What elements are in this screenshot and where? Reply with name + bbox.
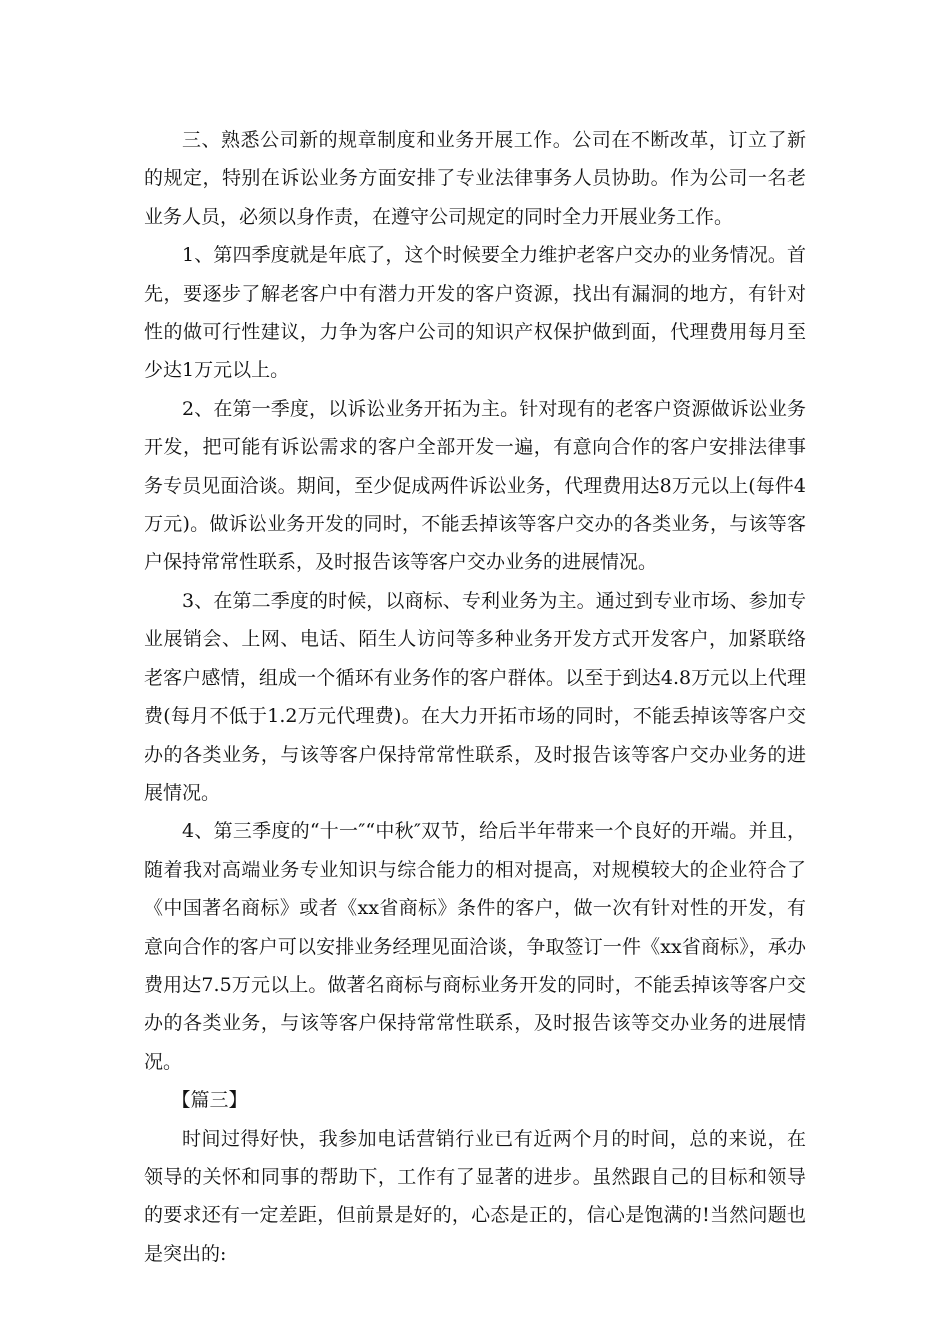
paragraph-q2-plan: 3、在第二季度的时候，以商标、专利业务为主。通过到专业市场、参加专业展销会、上网、电话、陌生人访问等多种业务开发方式开发客户，加紧联络老客户感情，组成一个循环有业务作的客户群体。以至于到达4.8万元以上代理费(每月不低于1.2万元代理费)。在大力开拓市场的同时，不能丢掉该等客户交办的各类业务，与该等客户保持常常性联系，及时报告该等客户交办业务的进展情况。 (144, 589, 806, 804)
paragraph-rules-and-business: 三、熟悉公司新的规章制度和业务开展工作。公司在不断改革，订立了新的规定，特别在诉讼业务方面安排了专业法律事务人员协助。作为公司一名老业务人员，必须以身作责，在遵守公司规定的同时全力开展业务工作。 (144, 129, 806, 228)
paragraph-q4-plan: 1、第四季度就是年底了，这个时候要全力维护老客户交办的业务情况。首先，要逐步了解老客户中有潜力开发的客户资源，找出有漏洞的地方，有针对性的做可行性建议，力争为客户公司的知识产权保护做到面，代理费用每月至少达1万元以上。 (144, 244, 806, 382)
paragraph-telemarketing-intro: 时间过得好快，我参加电话营销行业已有近两个月的时间，总的来说，在领导的关怀和同事的帮助下，工作有了显著的进步。虽然跟自己的目标和领导的要求还有一定差距，但前景是好的，心态是正的，信心是饱满的!当然问题也是突出的: (144, 1127, 806, 1265)
paragraph-q3-plan: 4、第三季度的“十一″“中秋″双节，给后半年带来一个良好的开端。并且，随着我对高端业务专业知识与综合能力的相对提高，对规模较大的企业符合了《中国著名商标》或者《xx省商标》条件的客户，做一次有针对性的开发，有意向合作的客户可以安排业务经理见面洽谈，争取签订一件《xx省商标》，承办费用达7.5万元以上。做著名商标与商标业务开发的同时，不能丢掉该等客户交办的各类业务，与该等客户保持常常性联系，及时报告该等交办业务的进展情况。 (144, 820, 806, 1073)
document-body (144, 121, 806, 1273)
section-heading: 【篇三】 (171, 1089, 248, 1112)
paragraph-q1-plan: 2、在第一季度，以诉讼业务开拓为主。针对现有的老客户资源做诉讼业务开发，把可能有诉讼需求的客户全部开发一遍，有意向合作的客户安排法律事务专员见面洽谈。期间，至少促成两件诉讼业务，代理费用达8万元以上(每件4万元)。做诉讼业务开发的同时，不能丢掉该等客户交办的各类业务，与该等客户保持常常性联系，及时报告该等客户交办业务的进展情况。 (144, 397, 806, 574)
